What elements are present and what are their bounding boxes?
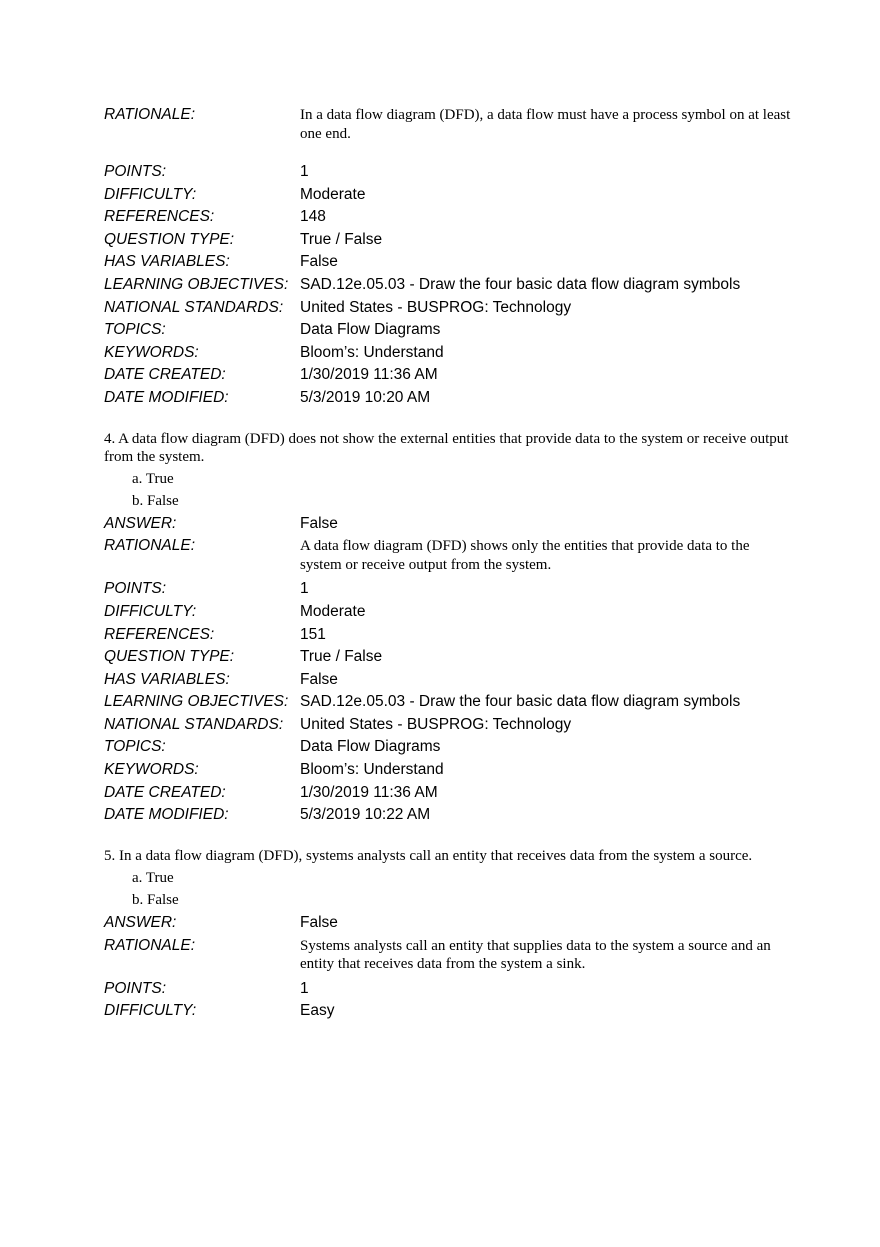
field-value: False xyxy=(300,253,338,271)
field-label: POINTS: xyxy=(104,979,167,997)
field-value: True / False xyxy=(300,648,383,666)
field-value: Bloom’s: Understand xyxy=(300,761,444,779)
field-label: QUESTION TYPE: xyxy=(104,230,235,248)
field-label: HAS VARIABLES: xyxy=(104,670,230,688)
field-label: REFERENCES: xyxy=(104,208,215,226)
question-3-details xyxy=(104,104,794,410)
field-row xyxy=(104,646,794,669)
field-value: 1/30/2019 11:36 AM xyxy=(300,366,438,384)
field-row xyxy=(104,161,794,184)
field-value: Data Flow Diagrams xyxy=(300,321,441,339)
option-b: b. False xyxy=(132,493,179,510)
field-row xyxy=(104,364,794,387)
field-label: DATE MODIFIED: xyxy=(104,388,229,406)
field-label: LEARNING OBJECTIVES: xyxy=(104,275,289,293)
field-row xyxy=(104,578,794,601)
answer-value: False xyxy=(300,514,338,532)
rationale-label: RATIONALE: xyxy=(104,537,196,555)
question-5 xyxy=(104,847,794,1023)
document-page xyxy=(104,104,794,1023)
question-text: 4. A data flow diagram (DFD) does not show the external entities that provide data to the system or receive output from the system. xyxy=(104,430,789,465)
field-row xyxy=(104,1000,794,1023)
field-value: 5/3/2019 10:22 AM xyxy=(300,806,431,824)
field-value: SAD.12e.05.03 - Draw the four basic data flow diagram symbols xyxy=(300,693,741,711)
field-value: Easy xyxy=(300,1002,335,1020)
field-label: TOPICS: xyxy=(104,321,166,339)
field-row xyxy=(104,274,794,297)
field-label: TOPICS: xyxy=(104,738,166,756)
field-row xyxy=(104,714,794,737)
field-value: United States - BUSPROG: Technology xyxy=(300,715,572,733)
field-label: DIFFICULTY: xyxy=(104,185,197,203)
field-value: United States - BUSPROG: Technology xyxy=(300,298,572,316)
field-value: 1/30/2019 11:36 AM xyxy=(300,783,438,801)
field-row xyxy=(104,669,794,692)
field-row xyxy=(104,206,794,229)
field-row xyxy=(104,624,794,647)
field-row xyxy=(104,342,794,365)
field-row xyxy=(104,782,794,805)
field-value: Bloom’s: Understand xyxy=(300,343,444,361)
answer-value: False xyxy=(300,914,338,932)
metadata-fields xyxy=(104,978,794,1023)
field-label: DATE MODIFIED: xyxy=(104,806,229,824)
option-a: a. True xyxy=(132,470,174,487)
field-label: KEYWORDS: xyxy=(104,343,199,361)
field-label: DIFFICULTY: xyxy=(104,602,197,620)
field-label: NATIONAL STANDARDS: xyxy=(104,715,284,733)
rationale-row xyxy=(104,935,794,978)
field-row xyxy=(104,297,794,320)
field-label: KEYWORDS: xyxy=(104,761,199,779)
rationale-row xyxy=(104,535,794,578)
field-row xyxy=(104,804,794,827)
field-label: DATE CREATED: xyxy=(104,783,226,801)
field-label: QUESTION TYPE: xyxy=(104,648,235,666)
field-row xyxy=(104,319,794,342)
rationale-label: RATIONALE: xyxy=(104,106,196,123)
field-value: 1 xyxy=(300,580,309,598)
field-value: True / False xyxy=(300,230,383,248)
rationale-text: A data flow diagram (DFD) shows only the entities that provide data to the system or receive output from the system. xyxy=(300,538,750,573)
field-value: Data Flow Diagrams xyxy=(300,738,441,756)
field-row xyxy=(104,978,794,1001)
field-label: NATIONAL STANDARDS: xyxy=(104,298,284,316)
field-value: 1 xyxy=(300,163,309,180)
field-value: 148 xyxy=(300,208,326,226)
option-b: b. False xyxy=(132,892,179,909)
field-label: HAS VARIABLES: xyxy=(104,253,230,271)
metadata-fields xyxy=(104,578,794,827)
rationale-row xyxy=(104,104,794,147)
rationale-text: Systems analysts call an entity that supplies data to the system a source and an entity that receives data from the system a sink. xyxy=(300,937,771,973)
option-a: a. True xyxy=(132,869,174,886)
field-row xyxy=(104,736,794,759)
field-label: LEARNING OBJECTIVES: xyxy=(104,693,289,711)
field-value: SAD.12e.05.03 - Draw the four basic data flow diagram symbols xyxy=(300,275,741,293)
field-value: False xyxy=(300,670,338,688)
field-label: POINTS: xyxy=(104,580,167,598)
field-label: DIFFICULTY: xyxy=(104,1002,197,1020)
rationale-label: RATIONALE: xyxy=(104,936,196,954)
field-value: Moderate xyxy=(300,185,366,203)
metadata-fields xyxy=(104,161,794,410)
field-label: DATE CREATED: xyxy=(104,366,226,384)
answer-row xyxy=(104,912,794,935)
field-value: Moderate xyxy=(300,602,366,620)
field-row xyxy=(104,387,794,410)
field-row xyxy=(104,251,794,274)
answer-label: ANSWER: xyxy=(104,914,177,932)
field-row xyxy=(104,759,794,782)
field-value: 5/3/2019 10:20 AM xyxy=(300,388,431,406)
question-text: 5. In a data flow diagram (DFD), systems analysts call an entity that receives data from the system a source. xyxy=(104,847,753,864)
field-value: 151 xyxy=(300,625,326,643)
answer-row xyxy=(104,513,794,536)
question-4 xyxy=(104,430,794,827)
field-label: REFERENCES: xyxy=(104,625,215,643)
answer-label: ANSWER: xyxy=(104,514,177,532)
field-label: POINTS: xyxy=(104,163,167,180)
field-row xyxy=(104,229,794,252)
rationale-text: In a data flow diagram (DFD), a data flow must have a process symbol on at least one end. xyxy=(300,107,791,142)
field-row xyxy=(104,601,794,624)
field-row xyxy=(104,184,794,207)
field-value: 1 xyxy=(300,979,309,997)
field-row xyxy=(104,691,794,714)
